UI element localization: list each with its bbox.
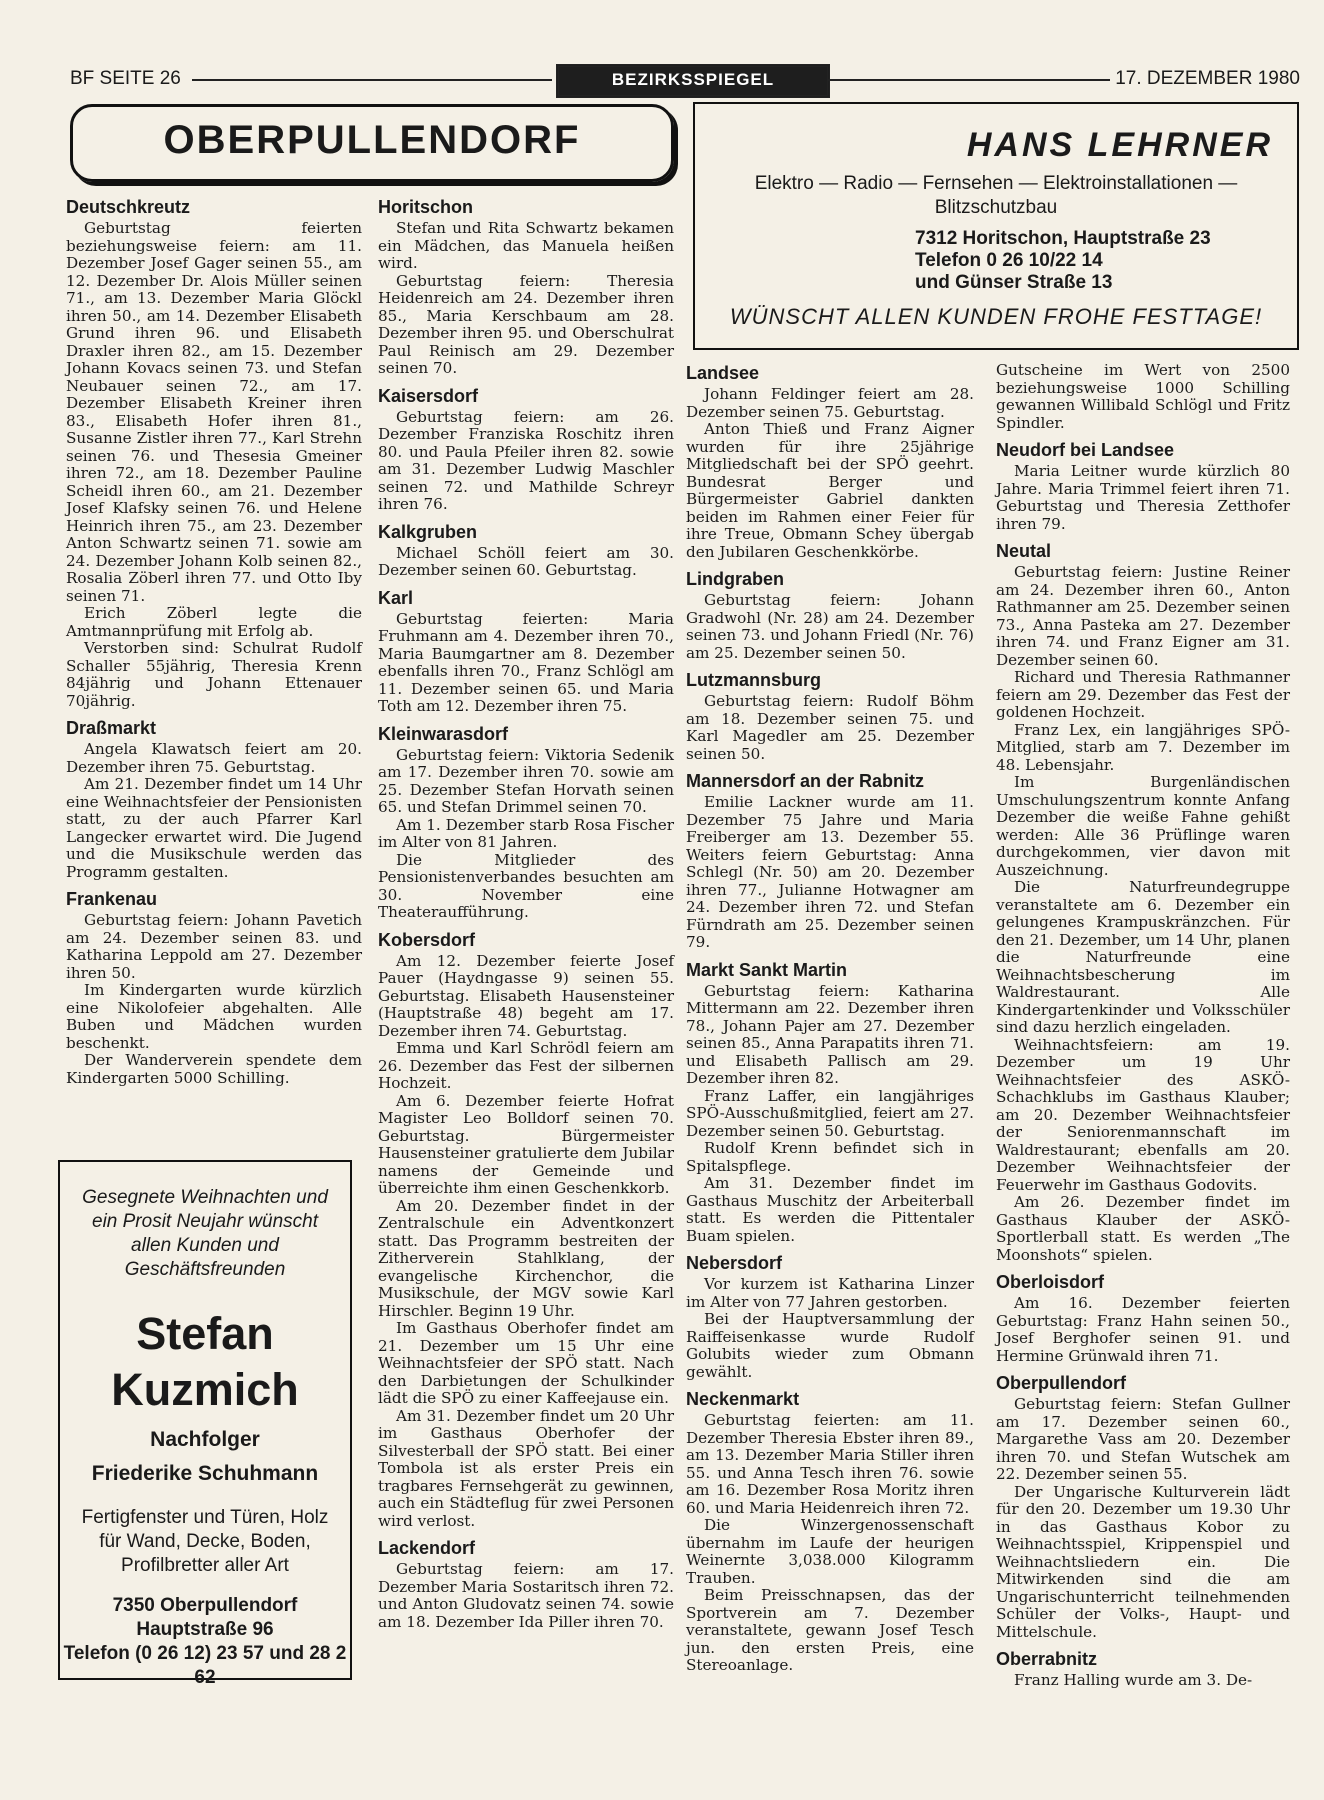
- article-paragraph: Am 12. Dezember feierte Josef Pauer (Haydngasse 9) seinen 55. Geburtstag. Elisabeth Hausensteiner (Hauptstraße 48) begeht am 17. Dezember ihren 74. Geburtstag.: [378, 951, 674, 1040]
- article-paragraph: Franz Lex, ein langjähriges SPÖ-Mitglied, starb am 7. Dezember im 48. Lebensjahr.: [996, 720, 1290, 774]
- article-column-3: [686, 362, 974, 1675]
- article-paragraph: Stefan und Rita Schwartz bekamen ein Mädchen, das Manuela heißen wird.: [378, 219, 674, 272]
- advert-lehrner-address2: und Günser Straße 13: [915, 272, 1113, 293]
- section-heading: Neudorf bei Landsee: [996, 440, 1175, 460]
- advert-lehrner: [693, 102, 1299, 350]
- section-heading: Kobersdorf: [378, 929, 476, 950]
- article-paragraph: Anton Thieß und Franz Aigner wurden für ihre 25jährige Mitgliedschaft bei der SPÖ geehrt. Bundesrat Berger und Bürgermeister Gabriel dankten beiden im Rahmen einer Feier für ihre Treue, Obmann Schey übergab den Jubilaren Geschenkkörbe.: [686, 420, 974, 561]
- article-paragraph: Am 26. Dezember findet im Gasthaus Klauber der ASKÖ-Sportlerball statt. Es werden „The Moonshots“ spielen.: [996, 1193, 1290, 1264]
- section-heading: Horitschon: [378, 197, 474, 217]
- section-heading: Nebersdorf: [686, 1253, 783, 1273]
- section-heading: Kaisersdorf: [378, 385, 479, 406]
- section-heading: Neutal: [996, 541, 1052, 561]
- section-heading: Oberpullendorf: [996, 1373, 1126, 1393]
- article-paragraph: Vor kurzem ist Katharina Linzer im Alter von 77 Jahren gestorben.: [686, 1275, 974, 1311]
- article-column-4: [996, 362, 1290, 1690]
- article-paragraph: Geburtstag feierten beziehungsweise feiern: am 11. Dezember Josef Gager seinen 55., am 12. Dezember Dr. Alois Müller seinen 71., am 13. Dezember Maria Glöckl ihren 50., am 14. Dezember Elisabeth Grund ihren 96. und Elisabeth Draxler ihren 82., am 15. Dezember Johann Kovacs seinen 73. und Stefan Neubauer seinen 72., am 17. Dezember Elisabeth Kreiner ihren 83., Elisabeth Hofer ihren 81., Susanne Zistler ihren 77., Karl Strehn seinen 76. und Thesesia Gmeiner ihren 72., am 18. Dezember Pauline Scheidl ihren 60., am 21. Dezember Josef Klafsky seinen 76. und Helene Heinrich ihren 75., am 23. Dezember Anton Schwartz seinen 71. sowie am 24. Dezember Johann Kolb seinen 82., Rosalia Zöberl ihren 77. und Otto Iby seinen 71.: [66, 219, 362, 605]
- section-heading: Markt Sankt Martin: [686, 959, 848, 980]
- advert-kuzmich-address: 7350 Oberpullendorf: [112, 1595, 298, 1616]
- section-heading: Kalkgruben: [378, 521, 478, 542]
- article-paragraph: Erich Zöberl legte die Amtmannprüfung mit Erfolg ab.: [66, 604, 362, 640]
- article-paragraph: Am 16. Dezember feierten Geburtstag: Franz Hahn seinen 50., Josef Berghofer seinen 91. und Hermine Grünwald ihren 71.: [996, 1294, 1290, 1365]
- article-paragraph: Geburtstag feiern: am 26. Dezember Franziska Roschitz ihren 80. und Paula Pfeiler ihren 82. sowie am 31. Dezember Ludwig Maschler seinen 72. und Mathilde Schreyr ihren 76.: [378, 407, 674, 513]
- section-heading: Mannersdorf an der Rabnitz: [686, 771, 925, 791]
- advert-kuzmich-contact: [60, 1594, 350, 1690]
- advert-kuzmich-successor: Nachfolger: [150, 1428, 260, 1451]
- article-paragraph: Am 6. Dezember feierte Hofrat Magister Leo Bolldorf seinen 70. Geburtstag. Bürgermeister Hausensteiner gratulierte dem Jubilar namens der Gemeinde und überreichte ihm einen Geschenkkorb.: [378, 1091, 674, 1197]
- article-paragraph: Geburtstag feiern: Justine Reiner am 24. Dezember ihren 60., Anton Rathmanner am 25. Dezember seinen 73., Anna Pasteka am 27. Dezember ihren 74. und Franz Eigner am 31. Dezember seinen 60.: [996, 563, 1290, 669]
- article-paragraph: Geburtstag feiern: Katharina Mittermann am 22. Dezember ihren 78., Johann Pajer am 27. Dezember seinen 85., Anna Parapatits ihren 71. und Elisabeth Pallisch am 29. Dezember ihren 82.: [686, 981, 974, 1087]
- article-paragraph: Angela Klawatsch feiert am 20. Dezember ihren 75. Geburtstag.: [66, 740, 362, 776]
- advert-kuzmich-name: [60, 1306, 350, 1418]
- article-paragraph: Am 1. Dezember starb Rosa Fischer im Alter von 81 Jahren.: [378, 815, 674, 851]
- article-paragraph: Geburtstag feierten: am 11. Dezember Theresia Ebster ihren 89., am 13. Dezember Maria Stiller ihren 55. und Anna Tesch ihren 76. sowie am 16. Dezember Rosa Moritz ihren 60. und Maria Heidenreich ihren 72.: [686, 1411, 974, 1517]
- section-heading: Kleinwarasdorf: [378, 723, 509, 744]
- article-paragraph: Der Wanderverein spendete dem Kindergarten 5000 Schilling.: [66, 1051, 362, 1087]
- article-paragraph: Am 31. Dezember findet im Gasthaus Muschitz der Arbeiterball statt. Es werden die Pittentaler Buam spielen.: [686, 1174, 974, 1245]
- article-paragraph: Bei der Hauptversammlung der Raiffeisenkasse wurde Rudolf Golubits wieder zum Obmann gewählt.: [686, 1310, 974, 1381]
- advert-lehrner-services: Elektro — Radio — Fernsehen — Elektroinstallationen — Blitzschutzbau: [754, 173, 1238, 218]
- advert-kuzmich-phone: Telefon (0 26 12) 23 57 und 28 2 62: [63, 1643, 347, 1688]
- article-paragraph: Michael Schöll feiert am 30. Dezember seinen 60. Geburtstag.: [378, 543, 674, 579]
- article-paragraph: Geburtstag feiern: Theresia Heidenreich am 24. Dezember ihren 85., Maria Kerschbaum am 28. Dezember ihren 95. und Oberschulrat Paul Reinisch am 29. Dezember seinen 70.: [378, 271, 674, 377]
- advert-kuzmich-name-last: Kuzmich: [111, 1364, 299, 1415]
- header-rule-left: [192, 79, 552, 81]
- article-paragraph: Weihnachtsfeiern: am 19. Dezember um 19 Uhr Weihnachtsfeier des ASKÖ-Schachklubs im Gasthaus Klauber; am 20. Dezember Weihnachtsfeier der Seniorenmannschaft im Waldrestaurant; ebenfalls am 20. Dezember Weihnachtsfeier der Feuerwehr im Gasthaus Godovits.: [996, 1035, 1290, 1194]
- article-paragraph: Geburtstag feierten: Maria Fruhmann am 4. Dezember ihren 70., Maria Baumgartner am 8. Dezember ebenfalls ihren 70., Franz Schlögl am 11. Dezember seinen 65. und Maria Toth am 12. Dezember ihren 75.: [378, 609, 674, 715]
- header-rule-right: [828, 79, 1110, 81]
- advert-lehrner-name: HANS LEHRNER: [966, 126, 1273, 164]
- district-title-box: [70, 104, 674, 182]
- article-paragraph: Gutscheine im Wert von 2500 beziehungsweise 1000 Schilling gewannen Willibald Schlögl und Fritz Spindler.: [996, 361, 1290, 432]
- article-paragraph: Am 20. Dezember findet in der Zentralschule ein Adventkonzert statt. Das Programm bestreiten der Zitherverein Stahlklang, der evangelische Kirchenchor, die Musikschule, der MGV sowie Karl Hirschler. Beginn 19 Uhr.: [378, 1196, 674, 1320]
- advert-kuzmich-name-first: Stefan: [136, 1308, 274, 1359]
- article-paragraph: Maria Leitner wurde kürzlich 80 Jahre. Maria Trimmel feiert ihren 71. Geburtstag und Theresia Zetthofer ihren 79.: [996, 462, 1290, 533]
- advert-lehrner-phone: Telefon 0 26 10/22 14: [915, 250, 1103, 271]
- article-paragraph: Johann Feldinger feiert am 28. Dezember seinen 75. Geburtstag.: [686, 385, 974, 421]
- article-paragraph: Am 21. Dezember findet um 14 Uhr eine Weihnachtsfeier der Pensionisten statt, zu der auch Pfarrer Karl Langecker erwartet wird. Die Jugend und die Musikschule werden das Programm gestalten.: [66, 775, 362, 881]
- article-paragraph: Die Winzergenossenschaft übernahm im Laufe der heurigen Weinernte 3,038.000 Kilogramm Trauben.: [686, 1516, 974, 1587]
- section-heading: Lutzmannsburg: [686, 670, 821, 690]
- section-heading: Deutschkreutz: [66, 197, 191, 217]
- article-paragraph: Geburtstag feiern: Stefan Gullner am 17. Dezember seinen 60., Margarethe Vass am 20. Dezember ihren 70. und Stefan Wutschek am 22. Dezember seinen 55.: [996, 1395, 1290, 1483]
- section-heading: Karl: [378, 587, 414, 608]
- page-header: [70, 64, 1300, 94]
- article-paragraph: Geburtstag feiern: am 17. Dezember Maria Sostaritsch ihren 72. und Anton Gludovatz seinen 74. sowie am 18. Dezember Ida Piller ihren 70.: [378, 1560, 674, 1631]
- advert-kuzmich: [58, 1160, 352, 1688]
- section-heading: Oberloisdorf: [996, 1272, 1105, 1292]
- page-date: 17. DEZEMBER 1980: [1115, 68, 1300, 89]
- article-paragraph: Der Ungarische Kulturverein lädt für den 20. Dezember um 19.30 Uhr in das Gasthaus Kobor zu Weihnachtsspiel, Krippenspiel und Weihnachtsliedern ein. Die Mitwirkenden sind die am Ungarischunterricht teilnehmenden Schüler der Volks-, Haupt- und Mittelschule.: [996, 1482, 1290, 1641]
- advert-lehrner-address-block: [915, 228, 1211, 294]
- article-paragraph: Geburtstag feiern: Viktoria Sedenik am 17. Dezember ihren 70. sowie am 25. Dezember Stefan Horvath seinen 65. und Stefan Drimmel seinen 70.: [378, 745, 674, 816]
- article-paragraph: Franz Halling wurde am 3. De-: [1014, 1671, 1253, 1689]
- article-paragraph: Im Burgenländischen Umschulungszentrum konnte Anfang Dezember die weiße Fahne gehißt werden: Alle 36 Prüflinge waren durchgekommen, vier davon mit Auszeichnung.: [996, 773, 1290, 879]
- section-heading: Landsee: [686, 363, 760, 383]
- article-paragraph: Im Kindergarten wurde kürzlich eine Nikolofeier abgehalten. Alle Buben und Mädchen wurden beschenkt.: [66, 981, 362, 1052]
- article-column-1: [66, 196, 362, 1087]
- article-paragraph: Rudolf Krenn befindet sich in Spitalspflege.: [686, 1139, 974, 1175]
- page-label: BF SEITE 26: [70, 68, 181, 89]
- section-heading: Neckenmarkt: [686, 1389, 800, 1409]
- paper-name: BEZIRKSSPIEGEL: [556, 64, 830, 98]
- article-paragraph: Die Naturfreundegruppe veranstaltete am 6. Dezember ein gelungenes Krampuskränzchen. Für den 21. Dezember, um 14 Uhr, planen die Naturfreunde eine Weihnachtsbescherung im Waldrestaurant. Alle Kindergartenkinder und Volksschüler sind dazu herzlich eingeladen.: [996, 878, 1290, 1036]
- article-paragraph: Geburtstag feiern: Rudolf Böhm am 18. Dezember seinen 75. und Karl Magedler am 25. Dezember seinen 50.: [686, 692, 974, 763]
- advert-kuzmich-street: Hauptstraße 96: [136, 1619, 274, 1640]
- section-heading: Lindgraben: [686, 569, 784, 589]
- article-paragraph: Richard und Theresia Rathmanner feiern am 29. Dezember das Fest der goldenen Hochzeit.: [996, 668, 1290, 721]
- article-paragraph: Am 31. Dezember findet um 20 Uhr im Gasthaus Oberhofer der Silvesterball der SPÖ statt. Bei einer Tombola ist als erster Preis ein tragbares Fernsehgerät zu gewinnen, auch ein Städteflug für zwei Personen wird verlost.: [378, 1406, 674, 1530]
- section-heading: Oberrabnitz: [996, 1649, 1098, 1669]
- section-heading: Frankenau: [66, 889, 158, 909]
- article-paragraph: Geburtstag feiern: Johann Gradwohl (Nr. 28) am 24. Dezember seinen 73. und Johann Friedl (Nr. 76) am 25. Dezember seinen 50.: [686, 591, 974, 662]
- article-paragraph: Die Mitglieder des Pensionistenverbandes besuchten am 30. November eine Theateraufführung.: [378, 850, 674, 921]
- district-title: OBERPULLENDORF: [163, 118, 581, 162]
- advert-lehrner-wish: WÜNSCHT ALLEN KUNDEN FROHE FESTTAGE!: [729, 304, 1263, 329]
- article-paragraph: Beim Preisschnapsen, das der Sportverein am 7. Dezember veranstaltete, gewann Josef Tesch jun. den ersten Preis, eine Stereoanlage.: [686, 1586, 974, 1674]
- article-paragraph: Franz Laffer, ein langjähriges SPÖ-Ausschußmitglied, feiert am 27. Dezember seinen 50. Geburtstag.: [686, 1086, 974, 1140]
- article-paragraph: Emilie Lackner wurde am 11. Dezember 75 Jahre und Maria Freiberger am 13. Dezember 55. Weiters feiern Geburtstag: Anna Schlegl (Nr. 50) am 20. Dezember ihren 77., Julianne Hotwagner am 24. Dezember ihren 72. und Stefan Fürndrath am 25. Dezember seinen 79.: [686, 793, 974, 951]
- article-paragraph: Geburtstag feiern: Johann Pavetich am 24. Dezember seinen 83. und Katharina Leppold am 27. Dezember ihren 50.: [66, 911, 362, 982]
- article-paragraph: Verstorben sind: Schulrat Rudolf Schaller 55jährig, Theresia Krenn 84jährig und Johann Ettenauer 70jährig.: [66, 639, 362, 710]
- advert-kuzmich-products: Fertigfenster und Türen, Holz für Wand, Decke, Boden, Profilbretter aller Art: [81, 1507, 329, 1576]
- section-heading: Lackendorf: [378, 1538, 476, 1558]
- section-heading: Draßmarkt: [66, 718, 157, 738]
- advert-kuzmich-wish: Gesegnete Weihnachten und ein Prosit Neujahr wünscht allen Kunden und Geschäftsfreunden: [82, 1187, 328, 1280]
- article-paragraph: Im Gasthaus Oberhofer findet am 21. Dezember um 15 Uhr eine Weihnachtsfeier der SPÖ statt. Nach den Darbietungen der Schulkinder lädt die SPÖ zu einer Kaffeejause ein.: [378, 1319, 674, 1407]
- article-paragraph: Emma und Karl Schrödl feiern am 26. Dezember das Fest der silbernen Hochzeit.: [378, 1039, 674, 1092]
- article-column-2: [378, 196, 674, 1631]
- advert-kuzmich-owner: Friederike Schuhmann: [91, 1462, 319, 1485]
- advert-lehrner-address: 7312 Horitschon, Hauptstraße 23: [915, 228, 1211, 249]
